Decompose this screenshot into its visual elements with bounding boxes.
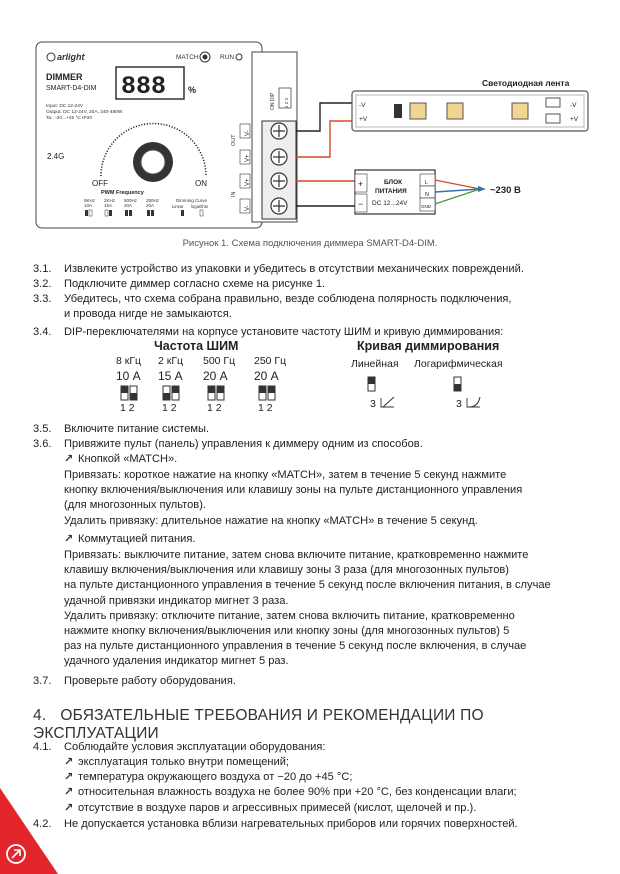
step-number: 4.2. bbox=[33, 818, 52, 830]
wiring-diagram bbox=[0, 0, 620, 236]
method-title-text: Кнопкой «MATCH». bbox=[78, 453, 178, 465]
dip-freq: 250 Гц bbox=[254, 355, 287, 367]
step-text: Убедитесь, что схема собрана правильно, везде соблюдена полярность подключения, bbox=[64, 293, 512, 305]
display-digits: 888 bbox=[121, 72, 167, 101]
dip-nums: 1 2 bbox=[207, 402, 222, 414]
svg-text:8KHz: 8KHz bbox=[84, 198, 96, 203]
arrow-icon: ↗ bbox=[64, 756, 74, 768]
spec-line: Input: DC 12-24V bbox=[46, 104, 84, 109]
dip-label: ON DIP bbox=[270, 92, 276, 110]
dip-freq: 2 кГц bbox=[158, 355, 184, 367]
arrow-icon: ↗ bbox=[64, 786, 74, 799]
method-line: удачной привязки индикатор мигнет 3 раза. bbox=[64, 594, 289, 607]
method-line: (для многозонных пультов). bbox=[64, 499, 206, 512]
arrow-icon: ↗ bbox=[64, 801, 74, 814]
step-text: и провода нигде не замыкаются. bbox=[64, 308, 232, 320]
method-line: Удалить привязку: отключите питание, затем снова включить питание, кратковременно bbox=[64, 609, 515, 622]
dip-amp: 20 А bbox=[203, 369, 228, 383]
method-line: кнопку включения/выключения или клавишу зоны на пульте дистанционного управления bbox=[64, 484, 523, 497]
svg-text:N: N bbox=[425, 192, 429, 198]
step-number: 3.3. bbox=[33, 293, 52, 305]
svg-text:logarithm: logarithm bbox=[191, 204, 209, 209]
svg-text:Linear: Linear bbox=[172, 204, 184, 209]
svg-text:V+: V+ bbox=[245, 154, 251, 162]
spec-line: Output: DC 12-24V, 20A, 240-480W bbox=[46, 110, 123, 115]
method-line: Удалить привязку: длительное нажатие на кнопку «MATCH» в течение 5 секунд. bbox=[64, 514, 478, 527]
method-line: удачного удаления индикатор мигнет 5 раз. bbox=[64, 655, 289, 668]
method-line: на пульте дистанционного управления в течение 5 секунд после включения питания, в случае bbox=[64, 579, 551, 592]
dip-amp: 10 А bbox=[116, 369, 141, 383]
svg-text:20A: 20A bbox=[124, 203, 133, 208]
svg-text:20A: 20A bbox=[146, 203, 155, 208]
step-text: Проверьте работу оборудования. bbox=[64, 675, 236, 687]
spec-line: Ta.: -20...+45 °C IP20 bbox=[46, 116, 93, 121]
step-number: 3.7. bbox=[33, 675, 52, 687]
device-model: SMART-D4-DIM bbox=[46, 85, 97, 92]
svg-text:+: + bbox=[358, 179, 364, 189]
svg-text:15A: 15A bbox=[104, 203, 113, 208]
display-unit: % bbox=[188, 85, 197, 95]
method-title bbox=[64, 452, 600, 467]
psu-title: ПИТАНИЯ bbox=[375, 188, 407, 195]
svg-text:V-: V- bbox=[245, 130, 251, 136]
svg-text:250Hz: 250Hz bbox=[146, 198, 160, 203]
knob-on-label: ON bbox=[195, 179, 207, 188]
screw-terminals bbox=[262, 121, 296, 219]
step-text: Подключите диммер согласно схеме на рисунке 1. bbox=[64, 278, 326, 290]
method-line: нажмите кнопку включения/выключения или кнопку зоны (для многозонных пультов) 5 bbox=[64, 625, 510, 637]
step-number: 4.1. bbox=[33, 741, 52, 753]
section-heading: 4. ОБЯЗАТЕЛЬНЫЕ ТРЕБОВАНИЯ И РЕКОМЕНДАЦИИ ПО ЭКСПЛУАТАЦИИ bbox=[33, 707, 484, 742]
step-number: 3.5. bbox=[33, 423, 52, 435]
svg-text:2KHz: 2KHz bbox=[104, 198, 116, 203]
run-label: RUN bbox=[220, 54, 235, 61]
wireless-label: 2.4G bbox=[47, 152, 65, 161]
figure-caption: Рисунок 1. Схема подключения диммера SMART-D4-DIM. bbox=[182, 238, 438, 249]
device-title: DIMMER bbox=[46, 72, 83, 82]
arrow-icon: ↗ bbox=[64, 771, 74, 784]
dip-nums: 1 2 bbox=[258, 402, 273, 414]
dip-nums: 1 2 bbox=[120, 402, 135, 414]
knob-off-label: OFF bbox=[92, 179, 108, 188]
curve-num-log: 3 bbox=[456, 398, 462, 410]
out-label: OUT bbox=[231, 134, 237, 146]
svg-text:10A: 10A bbox=[84, 203, 93, 208]
svg-text:V-: V- bbox=[245, 205, 251, 211]
mains-label: ~230 В bbox=[490, 185, 521, 196]
step-text: DIP-переключателями на корпусе установите частоту ШИМ и кривую диммирования: bbox=[64, 326, 504, 338]
step-number: 3.1. bbox=[33, 263, 52, 275]
svg-text:GND: GND bbox=[421, 204, 431, 209]
method-title-text: Коммутацией питания. bbox=[78, 533, 196, 545]
condition-text: эксплуатация только внутри помещений; bbox=[78, 756, 289, 768]
strip-title: Светодиодная лента bbox=[482, 78, 570, 88]
step-text: Извлеките устройство из упаковки и убедитесь в отсутствии механических повреждений. bbox=[64, 263, 524, 275]
in-label: IN bbox=[231, 191, 237, 197]
dip-freq: 8 кГц bbox=[116, 355, 142, 367]
psu-sub: DC 12...24V bbox=[372, 200, 408, 207]
step-text: Соблюдайте условия эксплуатации оборудования: bbox=[64, 741, 326, 753]
step-text: Привяжите пульт (панель) управления к диммеру одним из способов. bbox=[64, 438, 423, 450]
dip-switch-icon bbox=[258, 385, 278, 401]
svg-text:V+: V+ bbox=[245, 178, 251, 186]
pwm-title: PWM Frequency bbox=[101, 190, 144, 196]
strip-minus: -V bbox=[359, 102, 366, 109]
step-number: 3.4. bbox=[33, 326, 52, 338]
curve-num-linear: 3 bbox=[370, 398, 376, 410]
step-text: Включите питание системы. bbox=[64, 423, 210, 435]
curve-heading: Кривая диммирования bbox=[357, 339, 500, 353]
svg-text:−: − bbox=[358, 199, 364, 209]
brand-name: arlight bbox=[57, 52, 85, 62]
curve-log: Логарифмическая bbox=[414, 358, 503, 370]
page-corner-logo bbox=[0, 788, 58, 874]
dip-amp: 20 А bbox=[254, 369, 279, 383]
strip-plus: +V bbox=[359, 116, 368, 123]
step-number: 3.6. bbox=[33, 438, 52, 450]
method-line: Привязать: выключите питание, затем снова включите питание, кратковременно нажмите bbox=[64, 549, 529, 561]
condition-text: относительная влажность воздуха не более 90% при +20 °C, без конденсации влаги; bbox=[78, 786, 517, 799]
step-number: 3.2. bbox=[33, 278, 52, 290]
arrow-icon: ↗ bbox=[64, 453, 74, 465]
method-line: Привязать: короткое нажатие на кнопку «MATCH», затем в течение 5 секунд нажмите bbox=[64, 469, 507, 481]
psu-title: БЛОК bbox=[384, 179, 403, 186]
method-title bbox=[64, 532, 600, 547]
method-line: клавишу включения/выключения или клавишу зоны 3 раза (для многозонных пультов) bbox=[64, 564, 509, 577]
match-label: MATCH bbox=[176, 54, 199, 61]
pwm-heading: Частота ШИМ bbox=[154, 339, 239, 353]
method-line: раз на пульте дистанционного управления в течение 5 секунд после включения, в случае bbox=[64, 640, 527, 653]
svg-text:1 2 3: 1 2 3 bbox=[284, 97, 289, 108]
dip-switch-icon bbox=[120, 385, 140, 401]
strip-minus-end: -V bbox=[570, 102, 577, 109]
condition-text: температура окружающего воздуха от −20 до +45 °C; bbox=[78, 771, 353, 784]
dip-nums: 1 2 bbox=[162, 402, 177, 414]
svg-text:500Hz: 500Hz bbox=[124, 198, 138, 203]
curve-switches bbox=[364, 374, 494, 414]
condition-text: отсутствие в воздухе паров и агрессивных примесей (кислот, щелочей и пр.). bbox=[78, 801, 477, 814]
dip-freq: 500 Гц bbox=[203, 355, 236, 367]
svg-text:L: L bbox=[425, 180, 429, 186]
condition-item bbox=[64, 785, 600, 800]
dip-amp: 15 А bbox=[158, 369, 183, 383]
arrow-icon: ↗ bbox=[64, 533, 74, 545]
led-strip bbox=[352, 91, 588, 131]
curve-linear: Линейная bbox=[351, 358, 399, 370]
dip-switch-icon bbox=[207, 385, 227, 401]
dimming-title: Dimming Curve bbox=[176, 198, 208, 203]
condition-item bbox=[64, 770, 600, 785]
step-text: Не допускается установка вблизи нагревательных приборов или горячих поверхностей. bbox=[64, 818, 518, 830]
strip-plus-end: +V bbox=[570, 116, 579, 123]
condition-item bbox=[64, 755, 600, 770]
dip-switch-icon bbox=[162, 385, 182, 401]
condition-item bbox=[64, 801, 600, 816]
